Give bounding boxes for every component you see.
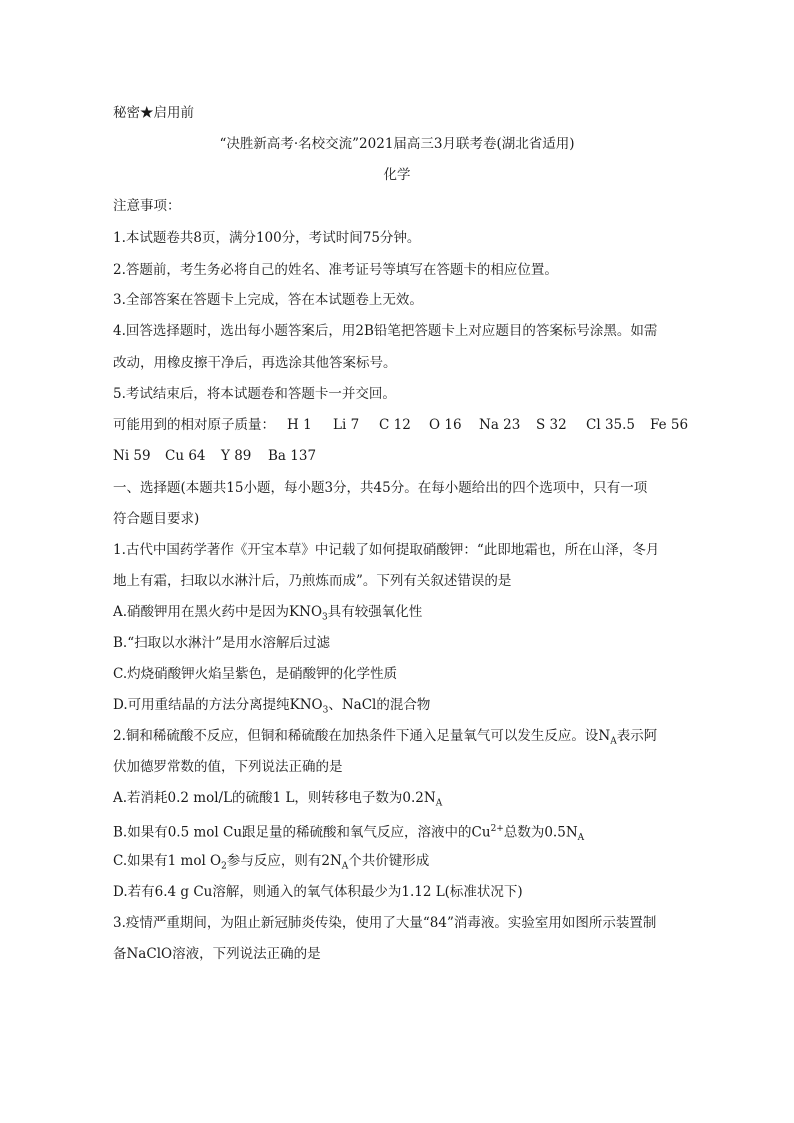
- mass-y: Y 89: [221, 448, 252, 464]
- q2-stem-line-1: 2.铜和稀硫酸不反应，但铜和稀硫酸在加热条件下通入足量氧气可以发生反应。设$N_A$表示阿: [113, 728, 658, 747]
- note-2: 2.答题前，考生务必将自己的姓名、准考证号等填写在答题卡的相应位置。: [113, 262, 558, 278]
- mass-fe: Fe 56: [650, 417, 689, 433]
- note-4-line-1: 4.回答选择题时，选出每小题答案后，用2B铅笔把答题卡上对应题目的答案标号涂黑。如需: [113, 323, 658, 339]
- q3-stem-line-2: 备NaClO溶液，下列说法正确的是: [113, 946, 321, 962]
- q1-option-c: C.灼烧硝酸钾火焰呈紫色，是硝酸钾的化学性质: [113, 666, 398, 682]
- mass-s: S 32: [536, 417, 567, 433]
- mass-na: Na 23: [479, 417, 521, 433]
- q2-option-c: C.如果有1 mol $O_2$参与反应，则有$2N_A$个共价键形成: [113, 853, 430, 872]
- q1-stem-line-2: 地上有霜，扫取以水淋汁后，乃煎炼而成”。下列有关叙述错误的是: [113, 573, 512, 589]
- atomic-mass-row-2: [113, 447, 316, 465]
- mass-c: C 12: [379, 417, 411, 433]
- exam-title: “决胜新高考·名校交流”2021届高三3月联考卷(湖北省适用): [219, 136, 575, 152]
- mass-ba: Ba 137: [268, 448, 317, 464]
- note-1: 1.本试题卷共8页，满分100分，考试时间75分钟。: [113, 230, 421, 246]
- secret-mark: 秘密★启用前: [113, 105, 194, 121]
- mass-ni: Ni 59: [113, 448, 151, 464]
- note-4-line-2: 改动，用橡皮擦干净后，再选涂其他答案标号。: [113, 355, 397, 371]
- note-5: 5.考试结束后，将本试题卷和答题卡一并交回。: [113, 386, 396, 402]
- mass-cl: Cl 35.5: [586, 417, 635, 433]
- atomic-mass-row-1: [113, 416, 688, 434]
- q3-stem-line-1: 3.疫情严重期间，为阻止新冠肺炎传染，使用了大量“84”消毒液。实验室用如图所示装置制: [113, 915, 657, 931]
- notes-heading: 注意事项：: [113, 198, 181, 214]
- q2-option-d: D.若有6.4 g Cu溶解，则通入的氧气体积最少为1.12 L(标准状况下): [113, 884, 523, 900]
- mass-li: Li 7: [333, 417, 360, 433]
- section-1-line-2: 符合题目要求): [113, 511, 200, 527]
- note-3: 3.全部答案在答题卡上完成，答在本试题卷上无效。: [113, 292, 423, 308]
- q2-option-a: A.若消耗0.2 mol/L的硫酸1 L，则转移电子数为$0.2N_A$: [113, 790, 443, 809]
- q2-stem-line-2: 伏加德罗常数的值，下列说法正确的是: [113, 759, 343, 775]
- q1-option-b: B.“扫取以水淋汁”是用水溶解后过滤: [113, 635, 331, 651]
- mass-o: O 16: [429, 417, 462, 433]
- q1-option-a: A.硝酸钾用在黑火药中是因为$KNO_3$具有较强氧化性: [113, 604, 423, 623]
- q1-option-d: D.可用重结晶的方法分离提纯$KNO_3$、NaCl的混合物: [113, 697, 431, 716]
- mass-h: H 1: [287, 417, 312, 433]
- q1-stem-line-1: 1.古代中国药学著作《开宝本草》中记载了如何提取硝酸钾：“此即地霜也，所在山泽，冬月: [113, 542, 660, 558]
- mass-cu: Cu 64: [165, 448, 206, 464]
- q2-option-b: B.如果有0.5 mol Cu跟足量的稀硫酸和氧气反应，溶液中的$Cu^{2+}$总数为$0.5N_A$: [113, 824, 585, 844]
- atomic-mass-label: 可能用到的相对原子质量：: [113, 417, 275, 433]
- subject-title: 化学: [383, 167, 411, 183]
- section-1-line-1: 一、选择题(本题共15小题，每小题3分，共45分。在每小题给出的四个选项中，只有一项: [113, 480, 648, 496]
